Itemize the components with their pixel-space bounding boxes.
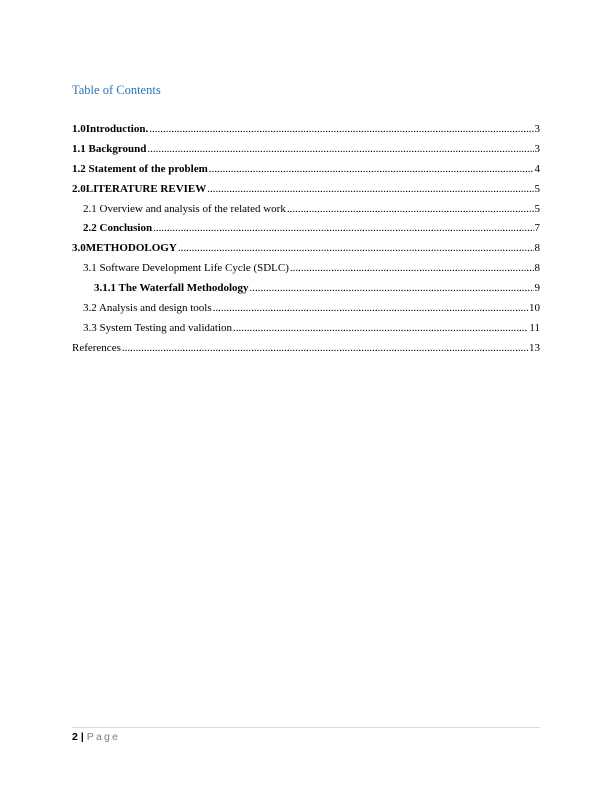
page-number: 2 xyxy=(72,731,78,743)
toc-entry-title: 1.2 Statement of the problem xyxy=(72,162,208,175)
toc-entry-title: 2.2 Conclusion xyxy=(83,222,153,235)
toc-entry[interactable] xyxy=(72,160,540,180)
toc-entry-title: 2.1 Overview and analysis of the related work xyxy=(83,202,286,215)
toc-entry-title: 3.0METHODOLOGY xyxy=(72,242,177,255)
toc-entry-title: 3.3 System Testing and validation xyxy=(83,321,233,334)
toc-entry[interactable] xyxy=(72,339,540,359)
toc-entry-title: 3.1 Software Development Life Cycle (SDLC) xyxy=(83,262,289,275)
toc-leader-dots xyxy=(178,239,534,259)
toc-entry-page: 8 xyxy=(534,242,540,255)
toc-entry[interactable] xyxy=(72,219,540,239)
toc-leader-dots xyxy=(233,319,528,339)
toc-entry-page: 4 xyxy=(534,162,540,175)
toc-entry[interactable] xyxy=(72,120,540,140)
toc-entry-title: References xyxy=(72,341,121,354)
toc-entry-title: 1.1 Background xyxy=(72,142,147,155)
toc-list xyxy=(72,120,540,359)
toc-entry-page: 11 xyxy=(529,321,540,334)
toc-entry-title: 3.1.1 The Waterfall Methodology xyxy=(94,282,249,295)
toc-entry-page: 13 xyxy=(529,341,540,354)
toc-entry-title: 1.0Introduction. xyxy=(72,123,149,135)
toc-entry-page: 8 xyxy=(534,262,540,275)
toc-leader-dots xyxy=(290,259,534,279)
toc-entry[interactable] xyxy=(72,180,540,200)
toc-leader-dots xyxy=(209,160,534,180)
toc-entry-page: 7 xyxy=(534,222,540,235)
toc-leader-dots xyxy=(147,140,533,160)
toc-leader-dots xyxy=(149,120,533,140)
toc-entry[interactable] xyxy=(72,279,540,299)
toc-entry-page: 9 xyxy=(534,282,540,295)
toc-entry[interactable] xyxy=(72,239,540,259)
toc-leader-dots xyxy=(153,219,533,239)
toc-leader-dots xyxy=(250,279,534,299)
footer-divider xyxy=(72,727,540,728)
toc-leader-dots xyxy=(122,339,528,359)
page-footer xyxy=(72,730,120,744)
toc-entry-page: 3 xyxy=(534,142,540,155)
toc-entry[interactable] xyxy=(72,319,540,339)
toc-entry-title: 3.2 Analysis and design tools xyxy=(83,302,212,315)
toc-heading: Table of Contents xyxy=(72,83,161,97)
page-label: Page xyxy=(86,731,121,743)
footer-separator: | xyxy=(80,731,84,743)
toc-entry[interactable] xyxy=(72,140,540,160)
toc-leader-dots xyxy=(207,180,533,200)
toc-entry-page: 5 xyxy=(534,202,540,215)
toc-entry-page: 10 xyxy=(529,302,540,315)
toc-entry[interactable] xyxy=(72,299,540,319)
toc-entry-page: 5 xyxy=(534,182,540,195)
toc-entry[interactable] xyxy=(72,200,540,220)
toc-leader-dots xyxy=(213,299,528,319)
toc-entry[interactable] xyxy=(72,259,540,279)
toc-leader-dots xyxy=(287,200,534,220)
toc-entry-page: 3 xyxy=(534,123,540,135)
toc-entry-title: 2.0LITERATURE REVIEW xyxy=(72,182,207,195)
